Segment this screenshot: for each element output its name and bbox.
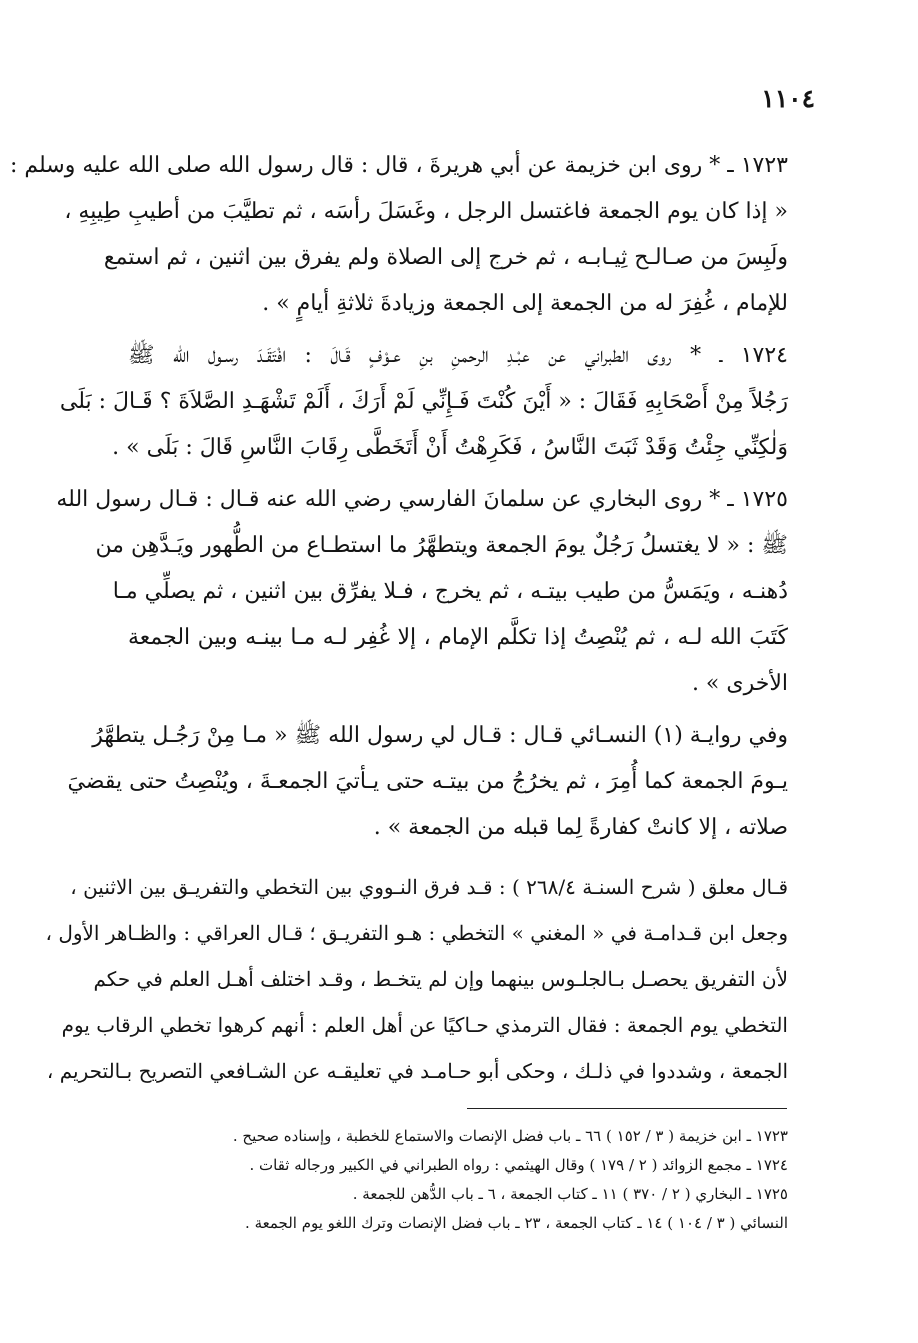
hadith-1725 <box>56 477 788 707</box>
nasai-narration <box>67 713 788 851</box>
hadith-1723 <box>9 143 788 327</box>
text-line: كَتَبَ الله لـه ، ثم يُنْصِتُ إذا تكلَّم الإمام ، إلا غُفِر لـه مـا بينـه وبين الجمعة <box>128 625 788 650</box>
text-line: دُهنـه ، ويَمَسُّ من طيب بيتـه ، ثم يخرج ، فـلا يفرِّق بين اثنين ، ثم يصلِّي مـا <box>112 579 788 604</box>
footnote: ١٧٢٣ ـ ابن خزيمة ( ٣ / ١٥٢ ) ٦٦ ـ باب فضل الإنصات والاستماع للخطبة ، وإسناده صحيح . <box>232 1127 788 1145</box>
text-line: للإمام ، غُفِرَ له من الجمعة إلى الجمعة وزيادةَ ثلاثةِ أيامٍ » . <box>262 291 788 316</box>
text-line: وَلٰكِنِّي جِئْتُ وَقَدْ ثَبَتَ النَّاسُ ، فَكَرِهْتُ أَنْ أَتَخَطَّى رِقَابَ النَّاسِ قَالَ : بَلَى » . <box>112 435 788 460</box>
text-line: التخطي يوم الجمعة : فقال الترمذي حـاكيًا عن أهل العلم : أنهم كرهوا تخطي الرقاب يوم <box>61 1013 788 1037</box>
text-line: لأن التفريق يحصـل بـالجلـوس بينهما وإن لم يتخـط ، وقـد اختلف أهـل العلم في حكم <box>93 967 788 991</box>
commentary <box>45 864 788 1094</box>
footnote: ١٧٢٥ ـ البخاري ( ٢ / ٣٧٠ ) ١١ ـ كتاب الجمعة ، ٦ ـ باب الدُّهن للجمعة . <box>352 1185 788 1203</box>
text-line: ولَبِسَ من صـالـح ثِيـابـه ، ثم خرج إلى الصلاة ولم يفرق بين اثنين ، ثم استمع <box>103 245 788 270</box>
text-line: قـال معلق ( شرح السنـة ٢٦٨/٤ ) : قـد فرق النـووي بين التخطي والتفريـق بين الاثنين ، <box>70 875 788 899</box>
text-line: وجعل ابن قـدامـة في « المغني » التخطي : هـو التفريـق ؛ قـال العراقي : والظـاهر الأول ، <box>45 921 788 945</box>
footnote: ١٧٢٤ ـ مجمع الزوائد ( ٢ / ١٧٩ ) وقال الهيثمي : رواه الطبراني في الكبير ورجاله ثقات . <box>249 1156 788 1174</box>
text-line: الأخرى » . <box>691 671 788 696</box>
text-line: ﷺ : « لا يغتسلُ رَجُلٌ يومَ الجمعة ويتطهَّرُ ما استطـاع من الطُّهور ويَـدَّهِن من <box>95 533 788 558</box>
text-line: صلاته ، إلا كانتْ كفارةً لِما قبله من الجمعة » . <box>373 815 788 840</box>
text-line: ١٧٢٣ ـ * روى ابن خزيمة عن أبي هريرةَ ، قال : قال رسول الله صلى الله عليه وسلم : <box>9 153 788 178</box>
text-line: يـومَ الجمعة كما أُمِرَ ، ثم يخرُجُ من بيتـه حتى يـأتيَ الجمعـةَ ، ويُنْصِتُ حتى يقضيَ <box>67 769 788 794</box>
page-number: ١١٠٤ <box>761 84 815 113</box>
footnote: النسائي ( ٣ / ١٠٤ ) ١٤ ـ كتاب الجمعة ، ٢٣ ـ باب فضل الإنصات وترك اللغو يوم الجمعة . <box>245 1214 788 1232</box>
footnote-divider <box>467 1108 787 1109</box>
text-line: « إذا كان يوم الجمعة فاغتسل الرجل ، وغَسَلَ رأسَه ، ثم تطيَّبَ من أطيبِ طِيبِهِ ، <box>64 199 788 224</box>
hadith-1724 <box>59 333 788 471</box>
text-line: الجمعة ، وشددوا في ذلـك ، وحكى أبو حـامـد في تعليقـه عن الشـافعي التصريح بـالتحريم ، <box>46 1059 788 1083</box>
text-line: ١٧٢٤ ـ * روى الطبراني عن عبْـدِ الرحمنِ بنِ عـوْفٍ قَـالَ : افْتَقَـدَ رسـول الله ﷺ <box>128 343 788 368</box>
footnotes <box>128 1122 788 1238</box>
text-line: ١٧٢٥ ـ * روى البخاري عن سلمانَ الفارسي رضي الله عنه قـال : قـال رسول الله <box>56 487 788 512</box>
text-line: وفي روايـة (١) النسـائي قـال : قـال لي رسول الله ﷺ « مـا مِنْ رَجُـل يتطهَّرُ <box>92 723 788 748</box>
text-line: رَجُلاً مِنْ أَصْحَابِهِ فَقَالَ : « أَيْنَ كُنْتَ فَـإِنِّي لَمْ أَرَكَ ، أَلَمْ تَشْهَـدِ الصَّلاَةَ ؟ قَـالَ : بَلَى <box>59 389 788 414</box>
